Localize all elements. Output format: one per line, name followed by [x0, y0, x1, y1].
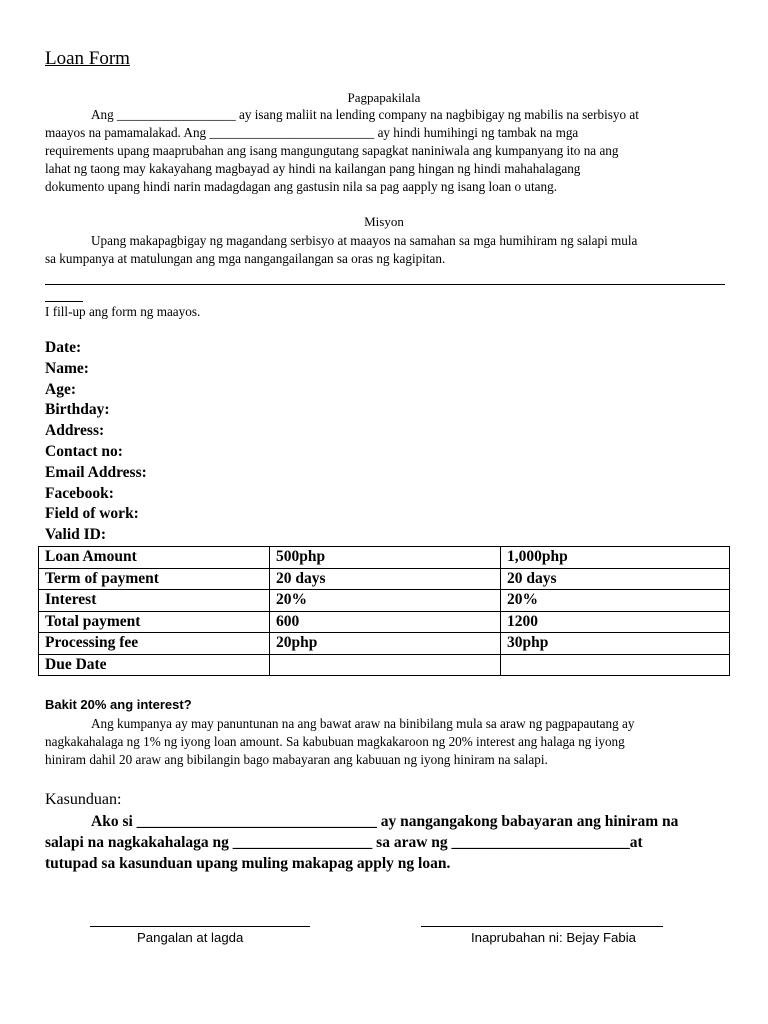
- table-cell: 1,000php: [501, 547, 730, 569]
- table-cell: [270, 654, 501, 676]
- instruction-text: I fill-up ang form ng maayos.: [45, 304, 201, 319]
- signature-label-approver: Inaprubahan ni: Bejay Fabia: [471, 930, 636, 945]
- mission-line-1: Upang makapagbigay ng magandang serbisyo at maayos na samahan sa mga humihiram ng salapi mula: [91, 233, 638, 248]
- agreement-heading: Kasunduan:: [45, 791, 122, 808]
- field-name: Name:: [45, 359, 89, 377]
- divider-line: [45, 284, 725, 285]
- loan-table: [38, 546, 730, 676]
- table-row: [39, 654, 730, 676]
- mission-line-2: sa kumpanya at matulungan ang mga nangangailangan sa oras ng kagipitan.: [45, 251, 446, 266]
- table-cell: 20 days: [270, 568, 501, 590]
- signature-label-applicant: Pangalan at lagda: [137, 930, 244, 945]
- intro-line-3: requirements upang maaprubahan ang isang mangungutang sapagkat naniniwala ang kumpanyang ito na ang: [45, 143, 619, 158]
- field-valid-id: Valid ID:: [45, 526, 107, 544]
- table-row: [39, 568, 730, 590]
- table-cell: Due Date: [39, 654, 270, 676]
- table-row: [39, 633, 730, 655]
- table-cell: [501, 654, 730, 676]
- field-facebook: Facebook:: [45, 484, 114, 502]
- table-cell: Total payment: [39, 611, 270, 633]
- agreement-line-3: tutupad sa kasunduan upang muling makapag apply ng loan.: [45, 855, 451, 872]
- table-cell: 30php: [501, 633, 730, 655]
- table-cell: Term of payment: [39, 568, 270, 590]
- interest-paragraph: [45, 715, 725, 769]
- table-row: [39, 590, 730, 612]
- intro-paragraph: [45, 106, 725, 196]
- field-contact: Contact no:: [45, 442, 123, 460]
- field-email: Email Address:: [45, 463, 147, 481]
- interest-line-2: nagkakahalaga ng 1% ng iyong loan amount. Sa kabubuan magkakaroon ng 20% interest ang halaga ng iyong: [45, 734, 625, 749]
- table-row: [39, 611, 730, 633]
- table-cell: 20%: [501, 590, 730, 612]
- divider-line-short: [45, 301, 83, 302]
- interest-line-3: hiniram dahil 20 araw ang bibilangin bago mabayaran ang kabuuan ng iyong hiniram na salapi.: [45, 752, 548, 767]
- table-cell: Interest: [39, 590, 270, 612]
- field-work: Field of work:: [45, 505, 139, 523]
- field-address: Address:: [45, 422, 105, 440]
- table-cell: Loan Amount: [39, 547, 270, 569]
- agreement-line-1: Ako si _______________________________ ay nangangakong babayaran ang hiniram na: [91, 813, 679, 830]
- field-birthday: Birthday:: [45, 401, 110, 419]
- signature-line-approver: [421, 926, 663, 927]
- table-cell: 20%: [270, 590, 501, 612]
- table-cell: 20php: [270, 633, 501, 655]
- intro-line-2: maayos na pamamalakad. Ang _________________________ ay hindi humihingi ng tambak na mga: [45, 125, 579, 140]
- table-cell: Processing fee: [39, 633, 270, 655]
- table-cell: 600: [270, 611, 501, 633]
- mission-paragraph: [45, 232, 725, 268]
- intro-line-4: lahat ng taong may kakayahang magbayad ay hindi na kailangan pang hingan ng hindi mahahalagang: [45, 161, 581, 176]
- agreement-line-2: salapi na nagkakahalaga ng __________________ sa araw ng _______________________at: [45, 834, 643, 851]
- agreement-paragraph: [45, 811, 735, 874]
- interest-heading: Bakit 20% ang interest?: [45, 697, 192, 712]
- interest-line-1: Ang kumpanya ay may panuntunan na ang bawat araw na binibilang mula sa araw ng pagpapautang ay: [91, 716, 635, 731]
- table-cell: 1200: [501, 611, 730, 633]
- intro-line-5: dokumento upang hindi narin madagdagan ang gastusin nila sa pag aapply ng isang loan o utang.: [45, 179, 558, 194]
- intro-heading: Pagpapakilala: [347, 90, 421, 105]
- table-row: [39, 547, 730, 569]
- field-age: Age:: [45, 380, 76, 398]
- table-cell: 20 days: [501, 568, 730, 590]
- applicant-fields: [45, 338, 147, 546]
- intro-line-1: Ang __________________ ay isang maliit na lending company na nagbibigay ng mabilis na serbisyo at: [91, 107, 639, 122]
- signature-line-applicant: [90, 926, 310, 927]
- page-title: Loan Form: [45, 48, 130, 69]
- table-cell: 500php: [270, 547, 501, 569]
- mission-heading: Misyon: [364, 214, 404, 229]
- field-date: Date:: [45, 339, 82, 356]
